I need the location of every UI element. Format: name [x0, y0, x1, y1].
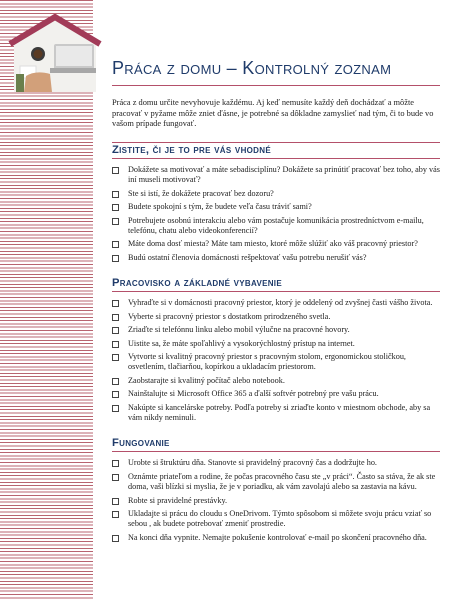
checklist-item: Vyberte si pracovný priestor s dostatkom prirodzeného svetla.: [112, 312, 440, 322]
checkbox-icon[interactable]: [112, 204, 119, 211]
checkbox-icon[interactable]: [112, 167, 119, 174]
checklist: [112, 458, 440, 543]
checklist-item: Vytvorte si kvalitný pracovný priestor s pracovným stolom, ergonomickou stoličkou, osvetlením, tlačiarňou, kopírkou a ukladacím priestorom.: [112, 352, 440, 373]
checkbox-icon[interactable]: [112, 341, 119, 348]
checklist-item: Oznámte priateľom a rodine, že počas pracovného času ste „v práci“. Často sa stáva, že ak ste doma, vaši blízki si myslia, že je v poriadku, ak vám zavolajú alebo sa zastavia na kávu.: [112, 472, 440, 493]
checkbox-icon[interactable]: [112, 405, 119, 412]
checklist-item: Zriaďte si telefónnu linku alebo mobil výlučne na pracovné hovory.: [112, 325, 440, 335]
page-title: Práca z domu – Kontrolný zoznam: [112, 58, 440, 86]
checkbox-icon[interactable]: [112, 327, 119, 334]
checkbox-icon[interactable]: [112, 300, 119, 307]
section-workspace: [112, 277, 440, 423]
checklist-item: Nakúpte si kancelárske potreby. Podľa potreby si zriaďte konto v miestnom obchode, aby sa vám nikdy neminuli.: [112, 403, 440, 424]
checklist: [112, 298, 440, 423]
checkbox-icon[interactable]: [112, 474, 119, 481]
checklist-item: Robte si pravidelné prestávky.: [112, 496, 440, 506]
checklist-item: Urobte si štruktúru dňa. Stanovte si pravidelný pracovný čas a dodržujte ho.: [112, 458, 440, 468]
checkbox-icon[interactable]: [112, 191, 119, 198]
document-body: [112, 58, 440, 546]
checklist-item: Vyhraďte si v domácnosti pracovný priestor, ktorý je oddelený od zvyšnej časti vášho života.: [112, 298, 440, 308]
checkbox-icon[interactable]: [112, 498, 119, 505]
checklist-item: Ste si istí, že dokážete pracovať bez dozoru?: [112, 189, 440, 199]
checkbox-icon[interactable]: [112, 460, 119, 467]
section-heading: Zistite, či je to pre vás vhodné: [112, 144, 440, 159]
checklist-item: Ukladajte si prácu do cloudu s OneDrivom. Týmto spôsobom si môžete svoju prácu vziať so sebou , ak budete potrebovať zmeniť prostredie.: [112, 509, 440, 530]
checkbox-icon[interactable]: [112, 241, 119, 248]
checklist-item: Nainštalujte si Microsoft Office 365 a ďalší softvér potrebný pre vašu prácu.: [112, 389, 440, 399]
checklist-item: Uistite sa, že máte spoľahlivý a vysokorýchlostný prístup na internet.: [112, 339, 440, 349]
intro-paragraph: Práca z domu určite nevyhovuje každému. Aj keď nemusíte každý deň dochádzať a môžte pracovať v pyžame môže zniet ďásne, je potrebné sa dôkladne zamyslieť nad tým, či to bude vo vašom prípade fungovať.: [112, 98, 434, 129]
checklist-item: Dokážete sa motivovať a máte sebadisciplínu? Dokážete sa prinútiť pracovať bez toho, aby vás iní museli motivovať?: [112, 165, 440, 186]
checkbox-icon[interactable]: [112, 255, 119, 262]
checklist: [112, 165, 440, 263]
section-heading: Fungovanie: [112, 437, 440, 452]
checkbox-icon[interactable]: [112, 314, 119, 321]
checkbox-icon[interactable]: [112, 535, 119, 542]
house-photo-icon: [6, 14, 104, 92]
checkbox-icon[interactable]: [112, 378, 119, 385]
checklist-item: Máte doma dosť miesta? Máte tam miesto, ktoré môže slúžiť ako váš pracovný priestor?: [112, 239, 440, 249]
section-operation: [112, 437, 440, 543]
checkbox-icon[interactable]: [112, 391, 119, 398]
checklist-item: Potrebujete osobnú interakciu alebo vám postačuje komunikácia prostredníctvom e-mailu, telefónu, chatu alebo videokonferencií?: [112, 216, 440, 237]
checklist-item: Budete spokojní s tým, že budete veľa času tráviť sami?: [112, 202, 440, 212]
checkbox-icon[interactable]: [112, 511, 119, 518]
section-heading: Pracovisko a základné vybavenie: [112, 277, 440, 292]
checkbox-icon[interactable]: [112, 218, 119, 225]
checklist-item: Na konci dňa vypnite. Nemajte pokušenie kontrolovať e-mail po skončení pracovného dňa.: [112, 533, 440, 543]
checklist-item: Budú ostatní členovia domácnosti rešpektovať vašu potrebu nerušiť vás?: [112, 253, 440, 263]
checklist-item: Zaobstarajte si kvalitný počítač alebo notebook.: [112, 376, 440, 386]
checkbox-icon[interactable]: [112, 354, 119, 361]
section-suitability: [112, 142, 440, 263]
